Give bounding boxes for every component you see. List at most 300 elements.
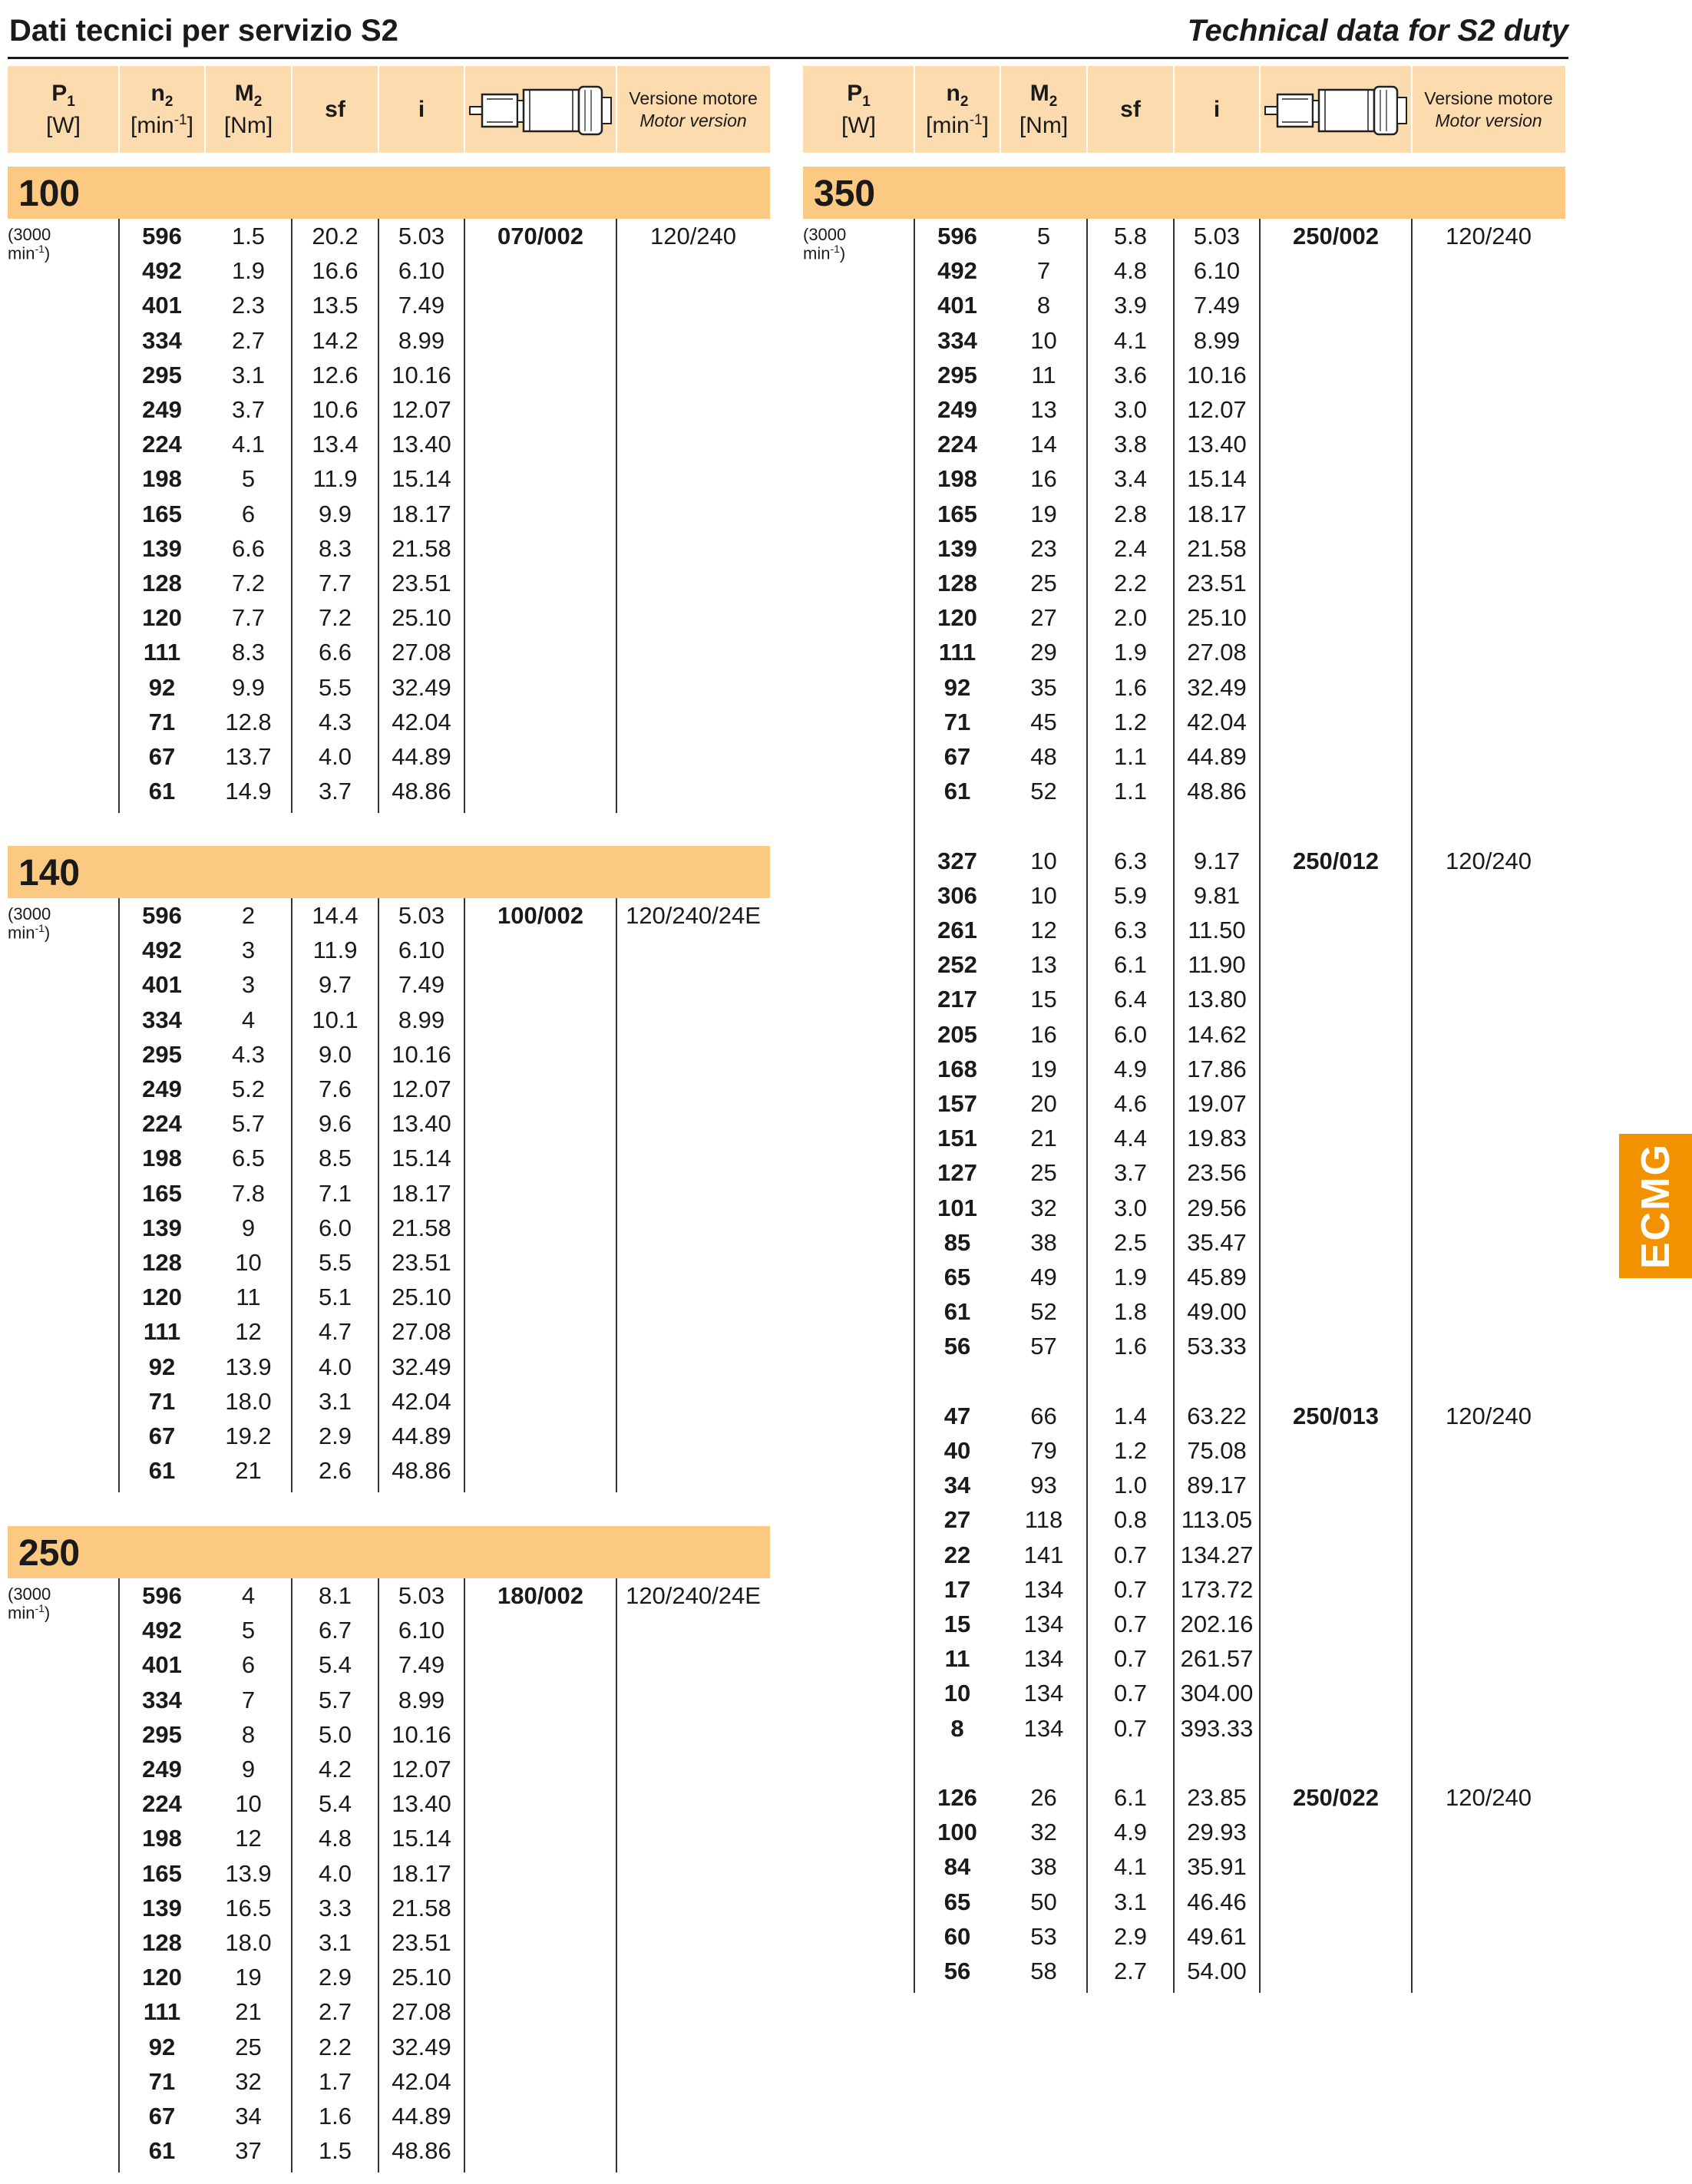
table-row — [803, 1849, 1565, 1884]
n2-value: 92 — [148, 1353, 176, 1380]
sf-value: 1.8 — [1113, 1298, 1148, 1326]
section-tab[interactable] — [1619, 1134, 1692, 1278]
m2-value: 16.5 — [225, 1894, 272, 1921]
sf-value: 11.9 — [312, 937, 358, 964]
header-m2-letter: M — [1029, 80, 1049, 106]
n2-value: 61 — [148, 2137, 176, 2165]
n2-value: 596 — [937, 223, 977, 249]
sf-value: 11.9 — [312, 465, 358, 493]
power-band-label: 350 — [814, 173, 876, 214]
n2-value: 252 — [937, 951, 977, 979]
ratio-value: 21.58 — [1187, 534, 1247, 562]
table-row — [803, 947, 1565, 982]
n2-value: 401 — [142, 1651, 182, 1679]
n2-value: 165 — [937, 500, 977, 527]
m2-value: 9 — [241, 1756, 256, 1783]
table-row — [8, 635, 770, 669]
table-row — [8, 2030, 770, 2064]
motor-version-italian: Versione motore — [629, 88, 758, 108]
sf-value: 2.8 — [1113, 500, 1148, 527]
n2-value: 101 — [937, 1194, 977, 1221]
n2-value: 249 — [142, 1756, 182, 1783]
header-p1-letter: P — [847, 80, 863, 106]
table-row — [8, 933, 770, 967]
speed-note-pre: (3000 min — [8, 1584, 51, 1623]
n2-value: 67 — [943, 743, 971, 770]
m2-value: 25 — [235, 2033, 262, 2060]
n2-value: 306 — [937, 881, 977, 909]
sf-value: 9.7 — [318, 971, 352, 999]
table-row — [8, 1176, 770, 1211]
n2-value: 92 — [148, 2033, 176, 2060]
n2-value: 139 — [142, 1894, 182, 1921]
m2-value: 32 — [235, 2067, 262, 2095]
column-divider — [616, 1578, 617, 2172]
speed-note-sup: -1 — [830, 243, 840, 255]
n2-value: 61 — [148, 1457, 176, 1485]
table-row — [803, 1052, 1565, 1086]
table-row — [8, 531, 770, 566]
page-title-italian: Dati tecnici per servizio S2 — [9, 14, 398, 48]
sf-value: 5.5 — [318, 1249, 352, 1276]
m2-value: 79 — [1030, 1437, 1057, 1464]
n2-value: 111 — [938, 639, 977, 666]
ratio-value: 44.89 — [1187, 743, 1247, 770]
n2-value: 111 — [143, 1998, 181, 2026]
m2-value: 3.7 — [231, 396, 266, 423]
n2-value: 71 — [148, 1387, 176, 1415]
motor-version-value: 120/240 — [1445, 1402, 1532, 1429]
m2-value: 19 — [1030, 1055, 1057, 1082]
m2-value: 21 — [235, 1998, 262, 2026]
m2-value: 12.8 — [225, 708, 272, 735]
ratio-value: 19.07 — [1187, 1090, 1247, 1117]
n2-value: 85 — [943, 1228, 971, 1256]
ratio-value: 7.49 — [398, 1651, 445, 1679]
ratio-value: 44.89 — [392, 743, 451, 770]
header-m2-symbol — [1030, 79, 1058, 111]
ratio-value: 48.86 — [392, 2137, 451, 2165]
ratio-value: 202.16 — [1180, 1611, 1254, 1637]
m2-value: 10 — [1030, 881, 1057, 909]
n2-value: 165 — [142, 500, 182, 527]
m2-value: 32 — [1030, 1194, 1057, 1221]
ratio-value: 48.86 — [392, 1457, 451, 1485]
column-divider — [914, 219, 915, 1993]
m2-value: 4.1 — [231, 431, 266, 458]
m2-value: 3.1 — [231, 361, 266, 388]
ratio-value: 6.10 — [1193, 257, 1241, 285]
n2-value: 47 — [943, 1402, 971, 1429]
m2-value: 4 — [241, 1582, 256, 1609]
m2-value: 134 — [1023, 1714, 1064, 1742]
n2-value: 224 — [937, 431, 977, 458]
table-row — [8, 1821, 770, 1855]
n2-value: 71 — [148, 2067, 176, 2095]
table-header — [8, 66, 770, 153]
table-row — [8, 461, 770, 496]
gearbox-code: 250/012 — [1292, 847, 1380, 874]
m2-value: 1.9 — [231, 257, 266, 285]
column-divider — [291, 898, 292, 1492]
ratio-value: 42.04 — [392, 1387, 451, 1415]
header-n2-subscript: 2 — [960, 93, 969, 110]
n2-value: 249 — [937, 396, 977, 423]
ratio-value: 42.04 — [392, 2067, 451, 2095]
table-row — [8, 2064, 770, 2099]
table-row — [803, 497, 1565, 531]
header-n2-subscript: 2 — [164, 93, 173, 110]
speed-note-post: ) — [839, 243, 846, 263]
table-row — [803, 1815, 1565, 1849]
table-row — [803, 1641, 1565, 1676]
sf-value: 1.6 — [318, 2103, 352, 2129]
motor-version-value: 120/240/24E — [626, 902, 761, 929]
table-row — [803, 635, 1565, 669]
table-row — [803, 1086, 1565, 1121]
ratio-value: 13.40 — [392, 431, 451, 458]
ratio-value: 32.49 — [392, 1353, 451, 1380]
sf-value: 7.1 — [318, 1179, 352, 1207]
sf-value: 2.9 — [318, 1422, 352, 1449]
sf-value: 3.7 — [318, 778, 352, 805]
m2-value: 16 — [1030, 465, 1057, 493]
header-p1-symbol — [847, 79, 871, 111]
sf-value: 0.7 — [1113, 1645, 1148, 1673]
header-divider — [1000, 66, 1001, 153]
m2-value: 18.0 — [225, 1387, 272, 1415]
speed-note-pre: (3000 min — [8, 904, 51, 943]
n2-value: 401 — [142, 971, 182, 999]
m2-value: 134 — [1023, 1575, 1064, 1603]
m2-value: 29 — [1030, 639, 1057, 666]
table-row — [8, 427, 770, 461]
m2-value: 21 — [235, 1457, 262, 1485]
ratio-value: 25.10 — [392, 1284, 451, 1311]
table-row — [8, 1280, 770, 1314]
table-row — [803, 1919, 1565, 1954]
sf-value: 5.8 — [1113, 223, 1148, 249]
ratio-value: 134.27 — [1180, 1541, 1254, 1568]
m2-value: 4 — [241, 1006, 256, 1033]
m2-value: 25 — [1030, 1159, 1057, 1187]
table-row — [8, 219, 770, 253]
sf-value: 8.3 — [318, 534, 352, 562]
m2-value: 93 — [1030, 1472, 1057, 1499]
gearbox-code: 250/022 — [1292, 1784, 1380, 1811]
ratio-value: 393.33 — [1180, 1714, 1254, 1742]
table-row — [8, 1856, 770, 1891]
ratio-value: 15.14 — [392, 465, 451, 493]
ratio-value: 48.86 — [392, 778, 451, 805]
n2-value: 224 — [142, 1110, 182, 1138]
sf-value: 1.2 — [1113, 708, 1148, 735]
m2-value: 118 — [1024, 1506, 1063, 1534]
header-divider — [616, 66, 617, 153]
n2-value: 111 — [143, 639, 181, 666]
ratio-value: 35.47 — [1187, 1228, 1247, 1256]
ratio-value: 13.40 — [1187, 431, 1247, 458]
ratio-value: 13.40 — [392, 1110, 451, 1138]
ratio-value: 23.51 — [392, 570, 451, 596]
n2-value: 198 — [142, 465, 182, 493]
m2-value: 35 — [1030, 673, 1057, 701]
m2-value: 13 — [1030, 396, 1057, 423]
column-divider — [378, 1578, 379, 2172]
m2-value: 25 — [1030, 570, 1057, 596]
n2-value: 71 — [943, 708, 971, 735]
n2-unit-sup: -1 — [969, 111, 983, 128]
n2-value: 111 — [143, 1318, 181, 1346]
n2-value: 165 — [142, 1859, 182, 1887]
n2-unit — [926, 111, 989, 140]
n2-value: 128 — [937, 570, 977, 596]
n2-value: 492 — [142, 1617, 182, 1644]
speed-note-sup: -1 — [35, 922, 45, 934]
m2-value: 14.9 — [225, 778, 272, 805]
ratio-value: 35.91 — [1187, 1853, 1247, 1881]
table-row — [803, 1433, 1565, 1468]
motor-version-english: Motor version — [1435, 110, 1542, 131]
m2-value: 8 — [1036, 292, 1051, 319]
sf-value: 4.7 — [318, 1318, 352, 1346]
m2-value: 37 — [235, 2137, 262, 2165]
power-band-label: 100 — [18, 173, 81, 214]
header-divider — [291, 66, 292, 153]
m2-value: 5 — [241, 465, 256, 493]
m2-value: 66 — [1030, 1402, 1057, 1429]
header-p1 — [8, 66, 119, 153]
sf-value: 3.8 — [1113, 431, 1148, 458]
table-row — [803, 531, 1565, 566]
ratio-value: 10.16 — [392, 1040, 451, 1068]
header-divider — [1259, 66, 1261, 153]
column-divider — [378, 898, 379, 1492]
n2-unit-pre: [min — [926, 112, 970, 138]
ratio-value: 23.85 — [1187, 1784, 1247, 1811]
gearbox-code: 180/002 — [497, 1582, 584, 1609]
table-row — [8, 898, 770, 933]
n2-value: 61 — [943, 778, 971, 805]
sf-value: 2.9 — [1113, 1922, 1148, 1950]
m2-value: 11 — [1031, 361, 1056, 388]
m2-value: 49 — [1030, 1264, 1057, 1290]
ratio-value: 27.08 — [392, 1318, 451, 1346]
ratio-value: 23.56 — [1187, 1159, 1247, 1187]
n2-value: 92 — [943, 673, 971, 701]
sf-value: 2.0 — [1113, 604, 1148, 632]
motor-version-value: 120/240 — [1445, 847, 1532, 874]
table-row — [8, 705, 770, 739]
ratio-value: 6.10 — [398, 257, 445, 285]
table-row — [803, 323, 1565, 358]
ratio-value: 11.50 — [1188, 917, 1246, 943]
header-sf-label: sf — [1120, 96, 1141, 122]
n2-value: 126 — [937, 1784, 977, 1811]
ratio-value: 8.99 — [1193, 326, 1241, 354]
sf-value: 3.3 — [318, 1894, 352, 1921]
ratio-value: 304.00 — [1180, 1680, 1254, 1707]
motor-version-italian: Versione motore — [1424, 88, 1553, 108]
header-m2-symbol — [235, 79, 263, 111]
table-row — [803, 844, 1565, 878]
table-row — [803, 705, 1565, 739]
sf-value: 4.1 — [1113, 1853, 1148, 1881]
n2-value: 327 — [937, 847, 977, 874]
title-rule — [8, 57, 1568, 59]
header-sf — [1087, 66, 1174, 153]
n2-value: 67 — [148, 743, 176, 770]
ratio-value: 18.17 — [392, 500, 451, 527]
motor-version-value: 120/240/24E — [626, 1582, 761, 1609]
ratio-value: 11.90 — [1188, 951, 1246, 979]
n2-value: 168 — [937, 1055, 977, 1082]
table-row — [8, 2099, 770, 2133]
ratio-value: 54.00 — [1187, 1958, 1247, 1984]
sf-value: 5.4 — [318, 1651, 352, 1679]
sf-value: 5.4 — [318, 1790, 352, 1818]
m2-value: 26 — [1030, 1784, 1057, 1811]
table-row — [8, 1245, 770, 1280]
sf-value: 5.7 — [318, 1686, 352, 1713]
table-row — [803, 1155, 1565, 1190]
sf-value: 3.1 — [318, 1929, 352, 1956]
table-row — [8, 1578, 770, 1613]
column-divider — [118, 898, 120, 1492]
header-divider — [378, 66, 379, 153]
ratio-value: 19.83 — [1187, 1125, 1247, 1152]
sf-value: 3.6 — [1113, 361, 1148, 388]
n2-value: 198 — [142, 1825, 182, 1852]
m2-value: 3 — [241, 937, 256, 964]
header-n2-symbol — [947, 79, 969, 111]
n2-value: 27 — [943, 1506, 971, 1534]
m2-value: 13 — [1030, 951, 1057, 979]
n2-unit-post: ] — [982, 112, 989, 138]
m2-value: 38 — [1030, 1228, 1057, 1256]
sf-value: 5.1 — [318, 1284, 352, 1311]
header-m2 — [205, 66, 292, 153]
table-row — [803, 427, 1565, 461]
sf-value: 6.1 — [1113, 951, 1148, 979]
sf-value: 9.9 — [318, 500, 352, 527]
m2-value: 38 — [1030, 1853, 1057, 1881]
ratio-value: 15.14 — [392, 1825, 451, 1852]
ratio-value: 7.49 — [398, 971, 445, 999]
sf-value: 1.5 — [318, 2137, 352, 2165]
ratio-value: 32.49 — [1187, 673, 1247, 701]
n2-value: 84 — [943, 1853, 971, 1881]
n2-value: 128 — [142, 1249, 182, 1276]
n2-value: 401 — [142, 292, 182, 319]
n2-value: 401 — [937, 292, 977, 319]
ratio-value: 75.08 — [1187, 1437, 1247, 1464]
m2-value: 21 — [1030, 1125, 1057, 1152]
n2-value: 165 — [142, 1179, 182, 1207]
gearmotor-icon — [464, 66, 616, 153]
sf-value: 4.0 — [318, 1353, 352, 1380]
column-divider — [1173, 219, 1175, 1993]
table-row — [8, 670, 770, 705]
n2-value: 8 — [950, 1714, 964, 1742]
m2-value: 20 — [1030, 1090, 1057, 1117]
header-divider — [118, 66, 120, 153]
table-row — [803, 739, 1565, 774]
header-p1-letter: P — [51, 80, 68, 106]
header-sf-label: sf — [325, 96, 345, 122]
ratio-value: 7.49 — [1193, 292, 1241, 319]
sf-value: 4.8 — [1113, 257, 1148, 285]
header-n2 — [914, 66, 1000, 153]
ratio-value: 8.99 — [398, 326, 445, 354]
sf-value: 3.1 — [1113, 1888, 1148, 1915]
n2-value: 128 — [142, 1929, 182, 1956]
ratio-value: 8.99 — [398, 1006, 445, 1033]
m2-value: 34 — [235, 2103, 262, 2129]
gearbox-code: 250/013 — [1292, 1402, 1380, 1429]
table-row — [8, 1453, 770, 1488]
column-divider — [1411, 219, 1413, 1993]
m2-value: 16 — [1030, 1020, 1057, 1048]
ratio-value: 27.08 — [392, 639, 451, 666]
speed-note-pre: (3000 min — [803, 225, 847, 263]
ratio-value: 29.93 — [1187, 1819, 1247, 1846]
m2-value: 7 — [241, 1686, 256, 1713]
n2-value: 56 — [943, 1333, 971, 1360]
ratio-value: 10.16 — [392, 361, 451, 388]
header-divider — [464, 66, 465, 153]
m2-value: 14 — [1030, 431, 1057, 458]
m2-value: 134 — [1023, 1680, 1064, 1707]
ratio-value: 6.10 — [398, 937, 445, 964]
table-row — [8, 1647, 770, 1682]
m2-value: 6 — [241, 500, 256, 527]
table-row — [803, 982, 1565, 1016]
header-i-label: i — [1213, 96, 1221, 122]
m2-unit: [Nm] — [223, 112, 273, 138]
gearbox-code: 100/002 — [497, 902, 584, 929]
table-row — [803, 1017, 1565, 1052]
sf-value: 3.9 — [1113, 292, 1148, 319]
column-divider — [464, 898, 465, 1492]
m2-value: 141 — [1023, 1541, 1064, 1568]
ratio-value: 63.22 — [1187, 1402, 1247, 1429]
ratio-value: 42.04 — [1187, 708, 1247, 735]
m2-unit: [Nm] — [1019, 112, 1069, 138]
n2-value: 17 — [943, 1575, 971, 1603]
ratio-value: 8.99 — [398, 1686, 445, 1713]
ratio-value: 5.03 — [398, 902, 445, 929]
m2-value: 134 — [1023, 1611, 1064, 1637]
m2-value: 6.5 — [231, 1145, 266, 1172]
ratio-value: 261.57 — [1180, 1645, 1254, 1673]
table-row — [803, 878, 1565, 913]
table-row — [803, 600, 1565, 635]
sf-value: 6.6 — [318, 639, 352, 666]
ratio-value: 13.40 — [392, 1790, 451, 1818]
m2-value: 10 — [1030, 326, 1057, 354]
n2-value: 65 — [943, 1264, 971, 1290]
table-row — [803, 1676, 1565, 1710]
sf-value: 2.2 — [318, 2033, 352, 2060]
sf-value: 2.5 — [1113, 1228, 1148, 1256]
ratio-value: 17.86 — [1187, 1055, 1247, 1082]
header-i-label: i — [418, 96, 425, 122]
header-m2-letter: M — [234, 80, 254, 106]
m2-value: 52 — [1030, 1298, 1057, 1326]
speed-note-sup: -1 — [35, 243, 45, 255]
m2-value: 5 — [241, 1617, 256, 1644]
